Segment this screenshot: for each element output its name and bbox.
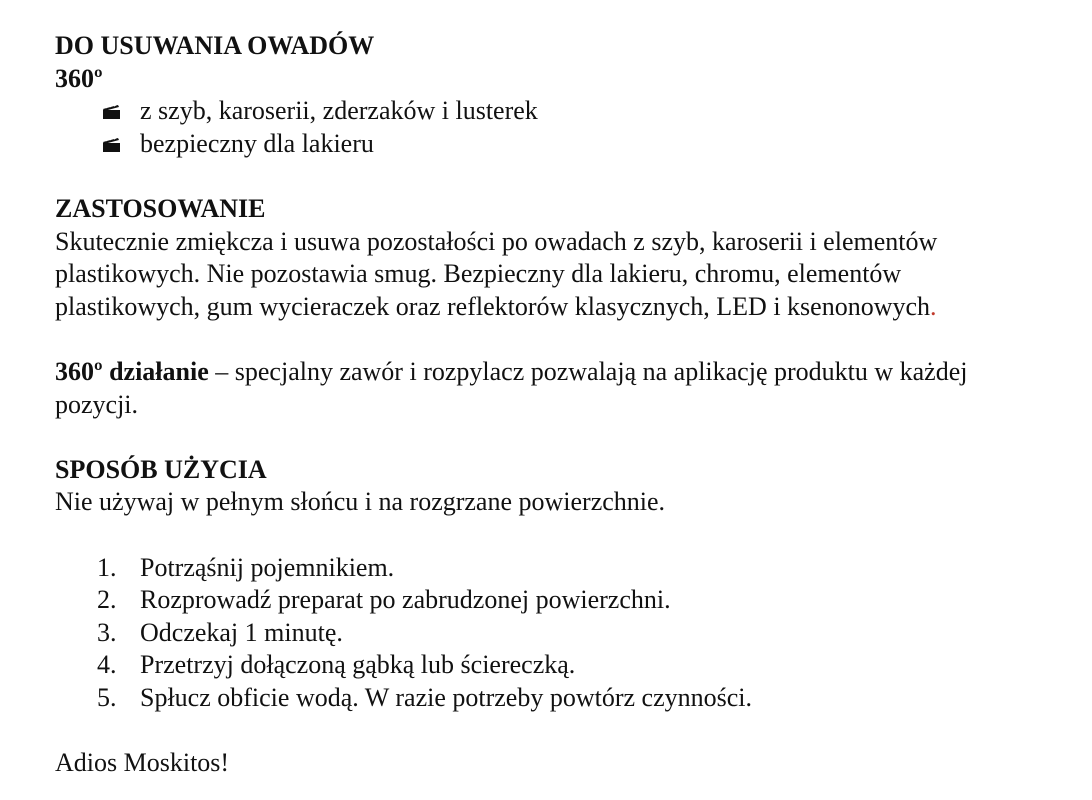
step-number: 3. <box>97 617 117 647</box>
step-item <box>55 584 1065 617</box>
usage-heading: ZASTOSOWANIE <box>55 193 266 223</box>
subtitle: 360º <box>55 63 103 93</box>
usage-line <box>55 291 1065 324</box>
step-item <box>55 552 1065 585</box>
feature-text: bezpieczny dla lakieru <box>140 128 374 158</box>
step-text: Odczekaj 1 minutę. <box>140 617 343 647</box>
step-item <box>55 682 1065 715</box>
step-number: 4. <box>97 650 117 680</box>
red-period: . <box>930 291 937 321</box>
clapperboard-icon <box>103 138 120 152</box>
document <box>55 30 1065 780</box>
usage-line: Skutecznie zmiękcza i usuwa pozostałości po owadach z szyb, karoserii i elementów <box>55 226 938 256</box>
title: DO USUWANIA OWADÓW <box>55 31 375 60</box>
step-text: Spłucz obficie wodą. W razie potrzeby powtórz czynności. <box>140 682 752 712</box>
feature-item <box>55 128 1065 161</box>
howto-intro: Nie używaj w pełnym słońcu i na rozgrzane powierzchnie. <box>55 487 666 517</box>
step-text: Potrząśnij pojemnikiem. <box>140 552 395 582</box>
step-item <box>55 649 1065 682</box>
action-360-bold: 360º działanie <box>55 356 209 386</box>
closing: Adios Moskitos! <box>55 748 230 778</box>
action-360-text: – specjalny zawór i rozpylacz pozwalają na aplikację produktu w każdej <box>208 356 968 386</box>
usage-line: plastikowych. Nie pozostawia smug. Bezpieczny dla lakieru, chromu, elementów <box>55 259 902 289</box>
step-text: Przetrzyj dołączoną gąbką lub ściereczką. <box>140 650 576 680</box>
step-item <box>55 617 1065 650</box>
step-number: 1. <box>97 552 117 582</box>
action-360-line2: pozycji. <box>55 389 139 419</box>
step-text: Rozprowadź preparat po zabrudzonej powierzchni. <box>140 585 671 615</box>
action-360 <box>55 356 1065 389</box>
feature-item <box>55 95 1065 128</box>
usage-line-text: plastikowych, gum wycieraczek oraz reflektorów klasycznych, LED i ksenonowych <box>55 291 931 321</box>
clapperboard-icon <box>103 105 120 119</box>
howto-heading: SPOSÓB UŻYCIA <box>55 454 267 484</box>
step-number: 5. <box>97 682 117 712</box>
feature-text: z szyb, karoserii, zderzaków i lusterek <box>140 96 538 126</box>
step-number: 2. <box>97 585 117 615</box>
